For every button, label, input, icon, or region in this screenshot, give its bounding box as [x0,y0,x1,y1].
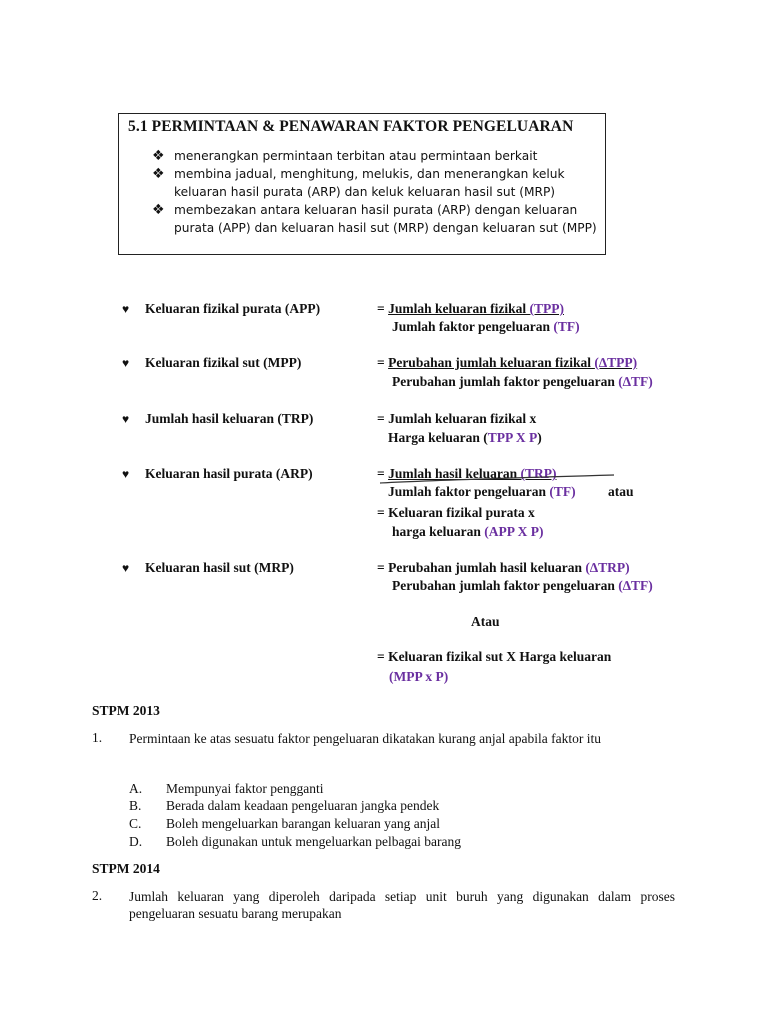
heart-bullet-icon: ♥ [122,302,130,316]
diamond-bullet-icon: ❖ [152,148,165,164]
mpp-numerator-text: Perubahan jumlah keluaran fizikal (∆TPP) [388,355,638,370]
objective-text: membezakan antara keluaran hasil purata (ARP) dengan keluaran purata (APP) dan keluaran hasil sut (MRP) dengan keluaran sut (MPP) [174,203,597,235]
question-text: Permintaan ke atas sesuatu faktor pengeluaran dikatakan kurang anjal apabila faktor itu [129,731,601,746]
heart-bullet-icon: ♥ [122,467,130,481]
app-numerator-text: Jumlah keluaran fizikal (TPP) [388,301,564,316]
heart-bullet-icon: ♥ [122,412,130,426]
heart-bullet-icon: ♥ [122,356,130,370]
formula-arp-denominator: Jumlah faktor pengeluaran (TF) [388,484,576,499]
section-title: 5.1 PERMINTAAN & PENAWARAN FAKTOR PENGELUARAN [128,118,574,135]
objective-text: membina jadual, menghitung, melukis, dan menerangkan keluk keluaran hasil purata (ARP) dan keluk keluaran hasil sut (MRP) [174,167,565,199]
diamond-bullet-icon: ❖ [152,166,165,182]
option-text: Berada dalam keadaan pengeluaran jangka pendek [166,798,440,813]
formula-label-arp: Keluaran hasil purata (ARP) [145,466,313,481]
formula-label-app: Keluaran fizikal purata (APP) [145,301,321,316]
formula-mrp-numerator: = Perubahan jumlah hasil keluaran (∆TRP) [377,560,630,575]
arp-numerator-text: Jumlah hasil keluaran (TRP) [388,466,557,481]
question-number: 1. [92,730,103,745]
formula-label-mpp: Keluaran fizikal sut (MPP) [145,355,302,370]
question-text: Jumlah keluaran yang diperoleh daripada setiap unit buruh yang digunakan dalam proses pengeluaran sesuatu barang merupakan [129,889,675,921]
formula-arp-alt-line2: harga keluaran (APP X P) [392,524,544,539]
objective-text: menerangkan permintaan terbitan atau permintaan berkait [174,149,538,163]
formula-arp-numerator: = Jumlah hasil keluaran (TRP) [377,466,557,481]
question-heading: STPM 2014 [92,861,160,876]
option-letter: D. [129,834,143,849]
option-text: Boleh digunakan untuk mengeluarkan pelbagai barang [166,834,462,849]
question-number: 2. [92,888,103,903]
formula-mrp-alt-line2: (MPP x P) [389,669,449,684]
formula-trp-line1: = Jumlah keluaran fizikal x [377,411,537,426]
option-letter: C. [129,816,142,831]
diamond-bullet-icon: ❖ [152,202,165,218]
option-text: Boleh mengeluarkan barangan keluaran yang anjal [166,816,441,831]
formula-label-trp: Jumlah hasil keluaran (TRP) [145,411,314,426]
objective-item [152,201,602,237]
objective-item [152,147,602,165]
formula-mrp-denominator: Perubahan jumlah faktor pengeluaran (∆TF) [392,578,653,593]
option-letter: A. [129,781,143,796]
formula-mpp-denominator: Perubahan jumlah faktor pengeluaran (∆TF) [392,374,653,389]
formula-app-denominator: Jumlah faktor pengeluaran (TF) [392,319,580,334]
formula-label-mrp: Keluaran hasil sut (MRP) [145,560,294,575]
formula-arp-or: atau [608,484,634,499]
formula-mrp-or: Atau [471,614,500,629]
option-text: Mempunyai faktor pengganti [166,781,324,796]
option-letter: B. [129,798,142,813]
formula-trp-line2: Harga keluaran (TPP X P) [388,430,542,445]
formula-mrp-alt-line1: = Keluaran fizikal sut X Harga keluaran [377,649,612,664]
formula-mpp-numerator: = Perubahan jumlah keluaran fizikal (∆TPP) [377,355,638,370]
formula-arp-alt-line1: = Keluaran fizikal purata x [377,505,535,520]
heart-bullet-icon: ♥ [122,561,130,575]
question-heading: STPM 2013 [92,703,160,718]
formula-app-numerator: = Jumlah keluaran fizikal (TPP) [377,301,564,316]
objective-item [152,165,602,201]
